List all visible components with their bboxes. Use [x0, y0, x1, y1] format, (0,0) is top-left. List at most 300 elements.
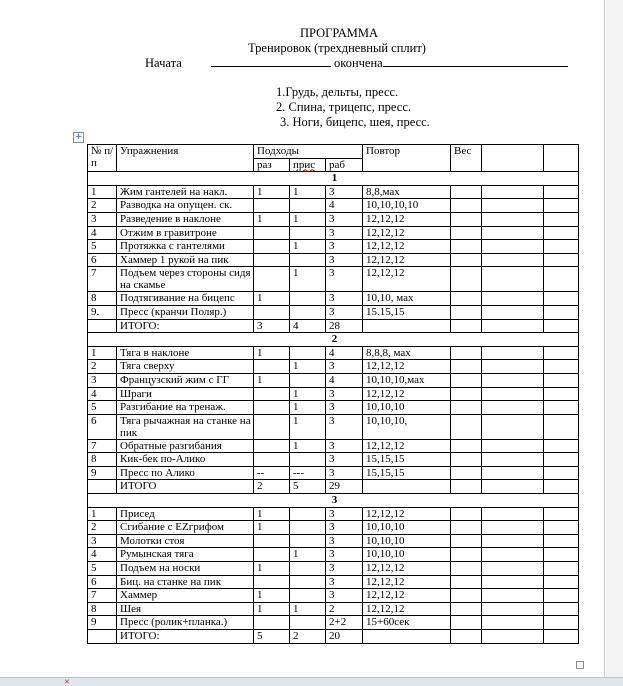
exercise-name: Тяга рычажная на станке на пик: [117, 414, 254, 439]
rab-value: 3: [326, 212, 363, 226]
table-row: [88, 267, 579, 292]
table-row: [88, 534, 579, 548]
extra-cell: [482, 507, 544, 521]
exercise-name: Тяга сверху: [117, 360, 254, 374]
repeat-value: 15+60сек: [363, 616, 451, 630]
rab-value: 3: [326, 240, 363, 254]
header-num: № п/п: [88, 145, 117, 172]
repeat-value: 12,12,12: [363, 575, 451, 589]
pris-value: [290, 575, 326, 589]
row-number: 4: [88, 548, 117, 562]
weight-cell: [451, 401, 482, 415]
rab-value: 3: [326, 226, 363, 240]
raz-value: [254, 401, 290, 415]
weight-cell: [451, 630, 482, 644]
rab-value: 3: [326, 292, 363, 306]
exercise-name: Тяга в наклоне: [117, 346, 254, 360]
row-number: 3: [88, 534, 117, 548]
row-number: 2: [88, 199, 117, 213]
row-number: 5: [88, 562, 117, 576]
exercise-name: Хаммер 1 рукой на пик: [117, 253, 254, 267]
repeat-value: 10,10,10: [363, 521, 451, 535]
repeat-value: 12,12,12: [363, 360, 451, 374]
extra-cell: [482, 575, 544, 589]
total-row: [88, 630, 579, 644]
repeat-value: 10,10, мах: [363, 292, 451, 306]
row-number: 9: [88, 466, 117, 480]
total-raz: 5: [254, 630, 290, 644]
extra-cell: [544, 212, 579, 226]
day-label: 1: [88, 172, 579, 186]
weight-cell: [451, 305, 482, 319]
total-repeat: [363, 319, 451, 333]
repeat-value: 10,10,10: [363, 534, 451, 548]
extra-cell: [544, 401, 579, 415]
table-row: [88, 466, 579, 480]
extra-cell: [482, 466, 544, 480]
pris-value: [290, 534, 326, 548]
pris-value: [290, 346, 326, 360]
rab-value: 3: [326, 589, 363, 603]
rab-value: 3: [326, 387, 363, 401]
raz-value: [254, 253, 290, 267]
rab-value: 3: [326, 466, 363, 480]
total-label: ИТОГО: [117, 480, 254, 494]
extra-cell: [482, 240, 544, 254]
rab-value: 3: [326, 548, 363, 562]
pris-value: ---: [290, 466, 326, 480]
rab-value: 3: [326, 360, 363, 374]
extra-cell: [544, 521, 579, 535]
day-label: 3: [88, 494, 579, 508]
table-row: [88, 548, 579, 562]
day-row: [88, 333, 579, 347]
raz-value: [254, 616, 290, 630]
row-number: 1: [88, 507, 117, 521]
total-rab: 29: [326, 480, 363, 494]
extra-cell: [544, 507, 579, 521]
pris-value: [290, 521, 326, 535]
raz-value: [254, 548, 290, 562]
weight-cell: [451, 534, 482, 548]
row-number: 1: [88, 346, 117, 360]
weight-cell: [451, 453, 482, 467]
weight-cell: [451, 480, 482, 494]
pris-value: [290, 453, 326, 467]
weight-cell: [451, 589, 482, 603]
table-row: [88, 589, 579, 603]
finished-blank: [383, 56, 568, 67]
total-raz: 3: [254, 319, 290, 333]
day-row: [88, 494, 579, 508]
table-row: [88, 562, 579, 576]
extra-cell: [482, 199, 544, 213]
raz-value: [254, 575, 290, 589]
table-row: [88, 439, 579, 453]
row-number: 7: [88, 589, 117, 603]
repeat-value: 8,8,мах: [363, 185, 451, 199]
dates-line: [145, 56, 568, 71]
weight-cell: [451, 226, 482, 240]
exercise-name: Пресс (кранчи Поляр.): [117, 305, 254, 319]
total-label: ИТОГО:: [117, 319, 254, 333]
weight-cell: [451, 602, 482, 616]
exercise-name: Разгибание на тренаж.: [117, 401, 254, 415]
pris-value: [290, 226, 326, 240]
header-approaches: Подходы: [254, 145, 363, 159]
raz-value: [254, 414, 290, 439]
extra-cell: [544, 616, 579, 630]
extra-cell: [544, 534, 579, 548]
split-item: 1.Грудь, дельты, пресс.: [276, 85, 399, 99]
extra-cell: [482, 439, 544, 453]
row-number: 9.: [88, 305, 117, 319]
weight-cell: [451, 575, 482, 589]
row-number: 2: [88, 360, 117, 374]
extra-cell: [482, 602, 544, 616]
table-row: [88, 401, 579, 415]
weight-cell: [451, 253, 482, 267]
pris-value: 1: [290, 401, 326, 415]
header-pris: прис: [290, 158, 326, 172]
extra-cell: [482, 548, 544, 562]
extra-cell: [482, 185, 544, 199]
header-exercise: Упражнения: [117, 145, 254, 172]
rab-value: 3: [326, 575, 363, 589]
exercise-name: Пресс по Алико: [117, 466, 254, 480]
table-row: [88, 507, 579, 521]
weight-cell: [451, 292, 482, 306]
repeat-value: 10,10,10,10: [363, 199, 451, 213]
finished-label: окончена: [334, 56, 383, 70]
exercise-name: Румынская тяга: [117, 548, 254, 562]
extra-cell: [544, 562, 579, 576]
total-rab: 20: [326, 630, 363, 644]
table-row: [88, 602, 579, 616]
split-item: 2. Спина, трицепс, пресс.: [276, 100, 412, 114]
page-margin: [606, 0, 623, 677]
extra-cell: [544, 267, 579, 292]
extra-cell: [544, 439, 579, 453]
repeat-value: 15,15,15: [363, 466, 451, 480]
exercise-name: Протяжка с гантелями: [117, 240, 254, 254]
exercise-name: Молотки стоя: [117, 534, 254, 548]
repeat-value: 12,12,12: [363, 562, 451, 576]
table-resize-handle[interactable]: [576, 661, 584, 669]
pris-value: 1: [290, 602, 326, 616]
rab-value: 2+2: [326, 616, 363, 630]
pris-value: 1: [290, 240, 326, 254]
total-row: [88, 319, 579, 333]
table-row: [88, 292, 579, 306]
exercise-name: Обратные разгибания: [117, 439, 254, 453]
raz-value: [254, 534, 290, 548]
row-number: 6: [88, 253, 117, 267]
total-pris: 2: [290, 630, 326, 644]
total-num: [88, 319, 117, 333]
table-header-row: [88, 145, 579, 159]
exercise-name: Кик-бек по-Алико: [117, 453, 254, 467]
extra-cell: [482, 373, 544, 387]
exercise-name: Присед: [117, 507, 254, 521]
raz-value: [254, 226, 290, 240]
extra-cell: [482, 292, 544, 306]
raz-value: 1: [254, 292, 290, 306]
pris-value: 1: [290, 414, 326, 439]
exercise-name: Сгибание с EZгрифом: [117, 521, 254, 535]
table-row: [88, 240, 579, 254]
rab-value: 4: [326, 373, 363, 387]
weight-cell: [451, 199, 482, 213]
table-row: [88, 387, 579, 401]
exercise-name: Хаммер: [117, 589, 254, 603]
rab-value: 3: [326, 534, 363, 548]
extra-cell: [544, 548, 579, 562]
extra-cell: [544, 292, 579, 306]
weight-cell: [451, 548, 482, 562]
table-row: [88, 226, 579, 240]
extra-cell: [544, 575, 579, 589]
rab-value: 4: [326, 346, 363, 360]
raz-value: 1: [254, 212, 290, 226]
raz-value: 1: [254, 346, 290, 360]
rab-value: 3: [326, 401, 363, 415]
extra-cell: [482, 226, 544, 240]
rab-value: 3: [326, 185, 363, 199]
extra-cell: [544, 253, 579, 267]
extra-cell: [482, 521, 544, 535]
pris-value: [290, 199, 326, 213]
repeat-value: 10,10,10,мах: [363, 373, 451, 387]
pris-value: [290, 589, 326, 603]
row-number: 4: [88, 387, 117, 401]
repeat-value: 12,12,12: [363, 507, 451, 521]
total-num: [88, 630, 117, 644]
exercise-name: Подъем через стороны сидя на скамье: [117, 267, 254, 292]
repeat-value: 10,10,10: [363, 401, 451, 415]
repeat-value: 15.15,15: [363, 305, 451, 319]
raz-value: [254, 199, 290, 213]
exercise-name: Разводка на опущен. ск.: [117, 199, 254, 213]
row-number: 4: [88, 226, 117, 240]
exercise-name: Жим гантелей на накл.: [117, 185, 254, 199]
row-number: 1: [88, 185, 117, 199]
weight-cell: [451, 414, 482, 439]
row-number: 6: [88, 414, 117, 439]
table-row: [88, 199, 579, 213]
split-item: 3. Ноги, бицепс, шея, пресс.: [280, 115, 430, 129]
pris-value: 1: [290, 185, 326, 199]
weight-cell: [451, 212, 482, 226]
extra-cell: [544, 373, 579, 387]
raz-value: 1: [254, 521, 290, 535]
weight-cell: [451, 387, 482, 401]
raz-value: [254, 240, 290, 254]
pris-value: [290, 305, 326, 319]
total-pris: 4: [290, 319, 326, 333]
table-row: [88, 453, 579, 467]
repeat-value: 12,12,12: [363, 226, 451, 240]
exercise-name: Шея: [117, 602, 254, 616]
extra-cell: [482, 305, 544, 319]
repeat-value: 12,12,12: [363, 240, 451, 254]
total-pris: 5: [290, 480, 326, 494]
table-row: [88, 346, 579, 360]
table-row: [88, 305, 579, 319]
repeat-value: 12,12,12: [363, 253, 451, 267]
extra-cell: [482, 253, 544, 267]
pris-value: [290, 562, 326, 576]
weight-cell: [451, 319, 482, 333]
extra-cell: [544, 589, 579, 603]
header-extra: [482, 145, 544, 172]
pris-value: [290, 373, 326, 387]
header-raz: раз: [254, 158, 290, 172]
page-title: ПРОГРАММА: [300, 26, 379, 40]
table-row: [88, 373, 579, 387]
repeat-value: 12,12,12: [363, 589, 451, 603]
row-number: 7: [88, 267, 117, 292]
raz-value: 1: [254, 602, 290, 616]
raz-value: 1: [254, 185, 290, 199]
extra-cell: [482, 387, 544, 401]
rab-value: 3: [326, 439, 363, 453]
repeat-value: 10,10,10: [363, 548, 451, 562]
raz-value: 1: [254, 507, 290, 521]
extra-cell: [482, 534, 544, 548]
extra-cell: [544, 414, 579, 439]
exercise-name: Разведение в наклоне: [117, 212, 254, 226]
pris-value: 1: [290, 387, 326, 401]
table-row: [88, 212, 579, 226]
extra-cell: [482, 453, 544, 467]
row-number: 3: [88, 212, 117, 226]
row-number: 3: [88, 373, 117, 387]
extra-cell: [482, 401, 544, 415]
rab-value: 3: [326, 562, 363, 576]
weight-cell: [451, 521, 482, 535]
extra-cell: [482, 267, 544, 292]
weight-cell: [451, 185, 482, 199]
pris-value: 1: [290, 267, 326, 292]
row-number: 5: [88, 240, 117, 254]
header-weight: Вес: [451, 145, 482, 172]
exercise-name: Подъем на носки: [117, 562, 254, 576]
rab-value: 3: [326, 453, 363, 467]
repeat-value: 12,12,12: [363, 267, 451, 292]
weight-cell: [451, 616, 482, 630]
repeat-value: 12,12,12: [363, 602, 451, 616]
extra-cell: [482, 589, 544, 603]
started-label: Начата: [145, 56, 182, 70]
extra-cell: [482, 562, 544, 576]
weight-cell: [451, 466, 482, 480]
close-icon[interactable]: ✕: [64, 678, 70, 686]
started-blank: [211, 56, 331, 67]
row-number: 9: [88, 616, 117, 630]
extra-cell: [482, 616, 544, 630]
rab-value: 3: [326, 414, 363, 439]
table-row: [88, 521, 579, 535]
weight-cell: [451, 562, 482, 576]
extra-cell: [544, 240, 579, 254]
exercise-name: Пресс (ролик+планка.): [117, 616, 254, 630]
extra-cell: [482, 414, 544, 439]
weight-cell: [451, 240, 482, 254]
extra-cell: [482, 212, 544, 226]
pris-value: 1: [290, 212, 326, 226]
extra-cell: [544, 602, 579, 616]
row-number: 5: [88, 401, 117, 415]
extra-cell: [482, 360, 544, 374]
extra-cell: [544, 319, 579, 333]
header-rab: раб: [326, 158, 363, 172]
pris-value: 1: [290, 439, 326, 453]
total-repeat: [363, 630, 451, 644]
rab-value: 3: [326, 305, 363, 319]
raz-value: [254, 439, 290, 453]
weight-cell: [451, 346, 482, 360]
raz-value: --: [254, 466, 290, 480]
row-number: 7: [88, 439, 117, 453]
extra-cell: [482, 630, 544, 644]
rab-value: 2: [326, 602, 363, 616]
extra-cell: [482, 319, 544, 333]
table-row: [88, 253, 579, 267]
repeat-value: 15,15,15: [363, 453, 451, 467]
rab-value: 3: [326, 253, 363, 267]
pris-value: 1: [290, 360, 326, 374]
row-number: 8: [88, 453, 117, 467]
total-raz: 2: [254, 480, 290, 494]
exercise-name: Подтягивание на бицепс: [117, 292, 254, 306]
exercise-name: Отжим в гравитроне: [117, 226, 254, 240]
raz-value: [254, 360, 290, 374]
extra-cell: [544, 346, 579, 360]
header-repeat: Повтор: [363, 145, 451, 172]
extra-cell: [544, 305, 579, 319]
day-row: [88, 172, 579, 186]
extra-cell: [544, 226, 579, 240]
table-row: [88, 185, 579, 199]
extra-cell: [544, 453, 579, 467]
repeat-value: 10,10,10,: [363, 414, 451, 439]
raz-value: [254, 305, 290, 319]
repeat-value: 12,12,12: [363, 439, 451, 453]
raz-value: [254, 267, 290, 292]
extra-cell: [544, 466, 579, 480]
raz-value: [254, 453, 290, 467]
table-row: [88, 414, 579, 439]
repeat-value: 8,8,8, мах: [363, 346, 451, 360]
pris-value: 1: [290, 548, 326, 562]
raz-value: 1: [254, 373, 290, 387]
rab-value: 3: [326, 521, 363, 535]
weight-cell: [451, 267, 482, 292]
table-move-icon[interactable]: +: [74, 132, 83, 142]
extra-cell: [544, 630, 579, 644]
table-row: [88, 575, 579, 589]
rab-value: 4: [326, 199, 363, 213]
row-number: 8: [88, 292, 117, 306]
weight-cell: [451, 507, 482, 521]
extra-cell: [482, 480, 544, 494]
raz-value: 1: [254, 589, 290, 603]
extra-cell: [544, 387, 579, 401]
raz-value: [254, 387, 290, 401]
total-rab: 28: [326, 319, 363, 333]
repeat-value: 12,12,12: [363, 212, 451, 226]
